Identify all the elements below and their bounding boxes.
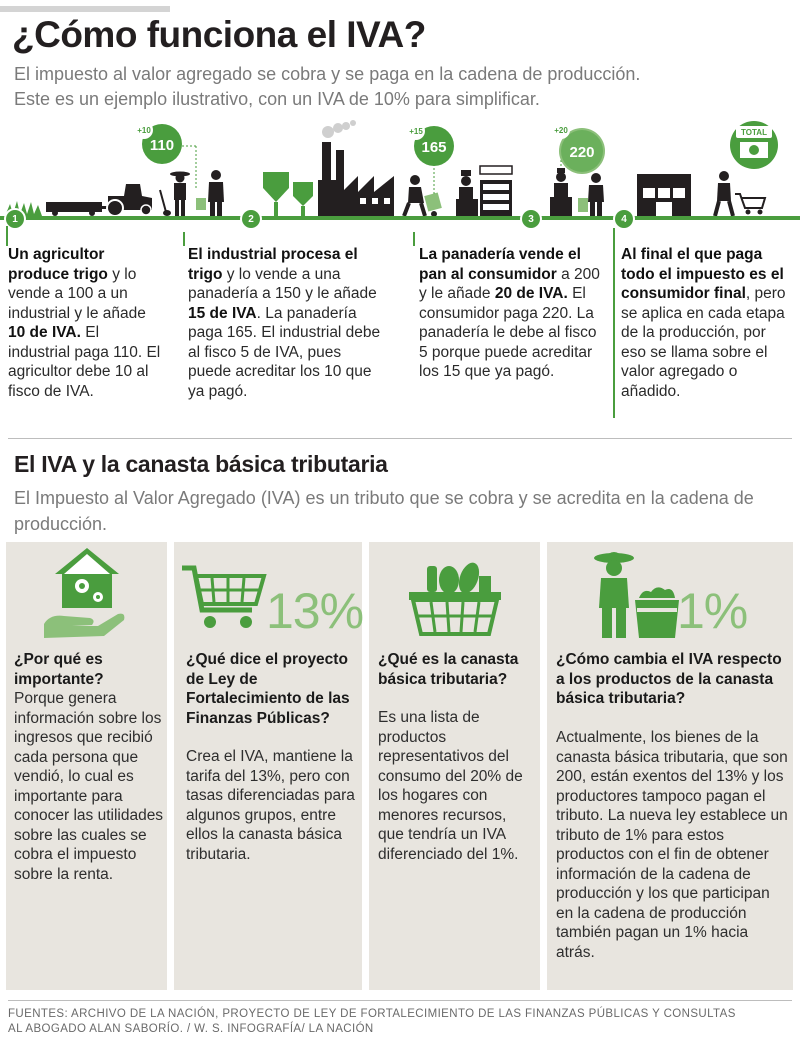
footer-line-2: AL ABOGADO ALAN SABORÍO. / W. S. INFOGRAFÍA/ LA NACIÓN xyxy=(8,1023,374,1035)
card-3-body: Es una lista de productos representativos del consumo del 20% de los hogares con menores recursos, que tendría un IVA diferenciado del 1%. xyxy=(378,709,523,863)
factory-icon xyxy=(318,120,394,216)
subtitle-line-1: El impuesto al valor agregado se cobra y se paga en la cadena de producción. xyxy=(14,64,641,84)
step-2-bold-a: El industrial procesa el trigo xyxy=(188,246,358,283)
section-subtitle: El Impuesto al Valor Agregado (IVA) es un tributo que se cobra y se acredita en la cadena de producción. xyxy=(14,488,754,534)
step-1-text-a: y lo vende a 100 a un industrial y le añade xyxy=(8,265,146,322)
step-2-bold-b: 15 de IVA xyxy=(188,304,257,322)
footer-line-1: FUENTES: ARCHIVO DE LA NACIÓN, PROYECTO DE LEY DE FORTALECIMIENTO DE LAS FINANZAS PÚBLICAS Y CONSULTAS xyxy=(8,1008,736,1020)
info-card-bill xyxy=(174,542,362,990)
badge-plus-110: +10 xyxy=(137,126,151,135)
grocery-basket-icon xyxy=(369,542,540,647)
section-divider xyxy=(8,438,792,439)
farmer-bucket-icon xyxy=(547,542,793,647)
step-1-bold-b: 10 de IVA. xyxy=(8,324,81,341)
sources-footer xyxy=(8,1000,792,1037)
step-3-bold-a: La panadería vende el pan al consumidor xyxy=(419,246,581,283)
subtitle-line-2: Este es un ejemplo ilustrativo, con un IVA de 10% para simplificar. xyxy=(14,89,540,109)
house-gears-hand-icon xyxy=(6,542,167,647)
step-connector-2 xyxy=(183,232,185,246)
card-1-body: Porque genera información sobre los ingresos que recibió cada persona que vendió, lo cual es importante para conocer las utilidades sobre las cuales se cobra el impuesto sobre la renta. xyxy=(14,690,164,883)
tractor-wagon-icon xyxy=(46,184,152,216)
top-accent-bar xyxy=(0,6,170,12)
baker-icon xyxy=(456,170,478,216)
step-4-text-a: , pero se aplica en cada etapa de la producción, por eso se llama sobre el valor agregado o añadido. xyxy=(621,285,786,400)
price-badge-110 xyxy=(135,121,196,190)
page-subtitle xyxy=(14,62,794,112)
delivery-worker-icon xyxy=(404,175,442,217)
step-3-text-a: a 200 y le añade xyxy=(419,265,600,302)
chain-step-3 xyxy=(419,245,607,382)
card-4-body: Actualmente, los bienes de la canasta básica tributaria, que son 200, están exentos del 13% y los productores tampoco pagan el tributo. La nueva ley establece un tributo de 1% para estos productos con el fin de obtener información de la cadena de producción y los que participan en la cadena de producción también pagan un 1% hacia atrás. xyxy=(556,729,788,961)
chain-step-2 xyxy=(188,245,382,401)
card-4-question: ¿Cómo cambia el IVA respecto a los productos de la canasta básica tributaria? xyxy=(556,651,782,707)
step-number-4: 4 xyxy=(615,210,633,228)
step-2-text-a: y lo vende a una panadería a 150 y le añade xyxy=(188,265,377,302)
step-3-bold-b: 20 de IVA. xyxy=(494,285,568,302)
chain-step-4 xyxy=(621,245,793,401)
badge-value-110: 110 xyxy=(149,137,175,154)
bakery-shelves-icon xyxy=(480,166,512,216)
industrialist-figure-icon xyxy=(196,170,224,216)
farmer-figure-icon xyxy=(170,172,190,217)
badge-value-165: 165 xyxy=(421,139,447,156)
card-3-question: ¿Qué es la canasta básica tributaria? xyxy=(378,651,519,688)
step-2-text-b: . La panadería paga 165. El industrial debe al fisco 5 de IVA, pues puede acreditar los 10 que ya pagó. xyxy=(188,304,381,400)
badge-value-220: 220 xyxy=(569,144,595,161)
info-card-importance xyxy=(6,542,167,990)
price-badge-220 xyxy=(552,121,605,174)
step-number-1: 1 xyxy=(6,210,24,228)
section-title: El IVA y la canasta básica tributaria xyxy=(14,451,388,477)
store-building-icon xyxy=(637,174,691,216)
total-money-badge xyxy=(730,121,778,169)
card-1-question: ¿Por qué es importante? xyxy=(14,651,104,688)
total-label: TOTAL xyxy=(741,128,767,137)
shovel-icon xyxy=(160,190,171,216)
chain-step-1 xyxy=(8,245,164,401)
vat-rate-1-percent: 1% xyxy=(677,583,748,639)
step-1-bold-a: Un agricultor produce trigo xyxy=(8,246,108,283)
info-card-vat-change xyxy=(547,542,793,990)
step-number-2: 2 xyxy=(242,210,260,228)
silos-icon xyxy=(263,172,313,216)
badge-plus-165: +15 xyxy=(409,127,423,136)
badge-plus-220: +20 xyxy=(554,126,568,135)
seller-figure-icon xyxy=(550,168,572,216)
page-title: ¿Cómo funciona el IVA? xyxy=(12,14,426,55)
customer-figure-icon xyxy=(578,173,604,216)
step-1-text-b: El industrial paga 110. El agricultor debe 10 al fisco de IVA. xyxy=(8,324,161,400)
card-2-body: Crea el IVA, mantiene la tarifa del 13%, pero con tasas diferenciadas para algunos grupos, entre ellos la canasta básica tributaria. xyxy=(186,748,355,863)
card-2-question: ¿Qué dice el proyecto de Ley de Fortalecimiento de las Finanzas Públicas? xyxy=(186,651,350,727)
shopper-with-cart-icon xyxy=(715,171,765,216)
info-card-basket-definition xyxy=(369,542,540,990)
step-3-text-b: El consumidor paga 220. La panadería le debe al fisco 5 porque puede acreditar los 15 que ya pagó. xyxy=(419,285,597,380)
step-number-3: 3 xyxy=(522,210,540,228)
step-connector-1 xyxy=(6,226,8,246)
step-connector-3 xyxy=(413,232,415,246)
vat-rate-13-percent: 13% xyxy=(266,583,364,639)
step-4-bold-a: Al final el que paga todo el impuesto es el consumidor final xyxy=(621,246,784,302)
production-chain-line xyxy=(0,216,800,220)
step-connector-4 xyxy=(613,228,615,418)
